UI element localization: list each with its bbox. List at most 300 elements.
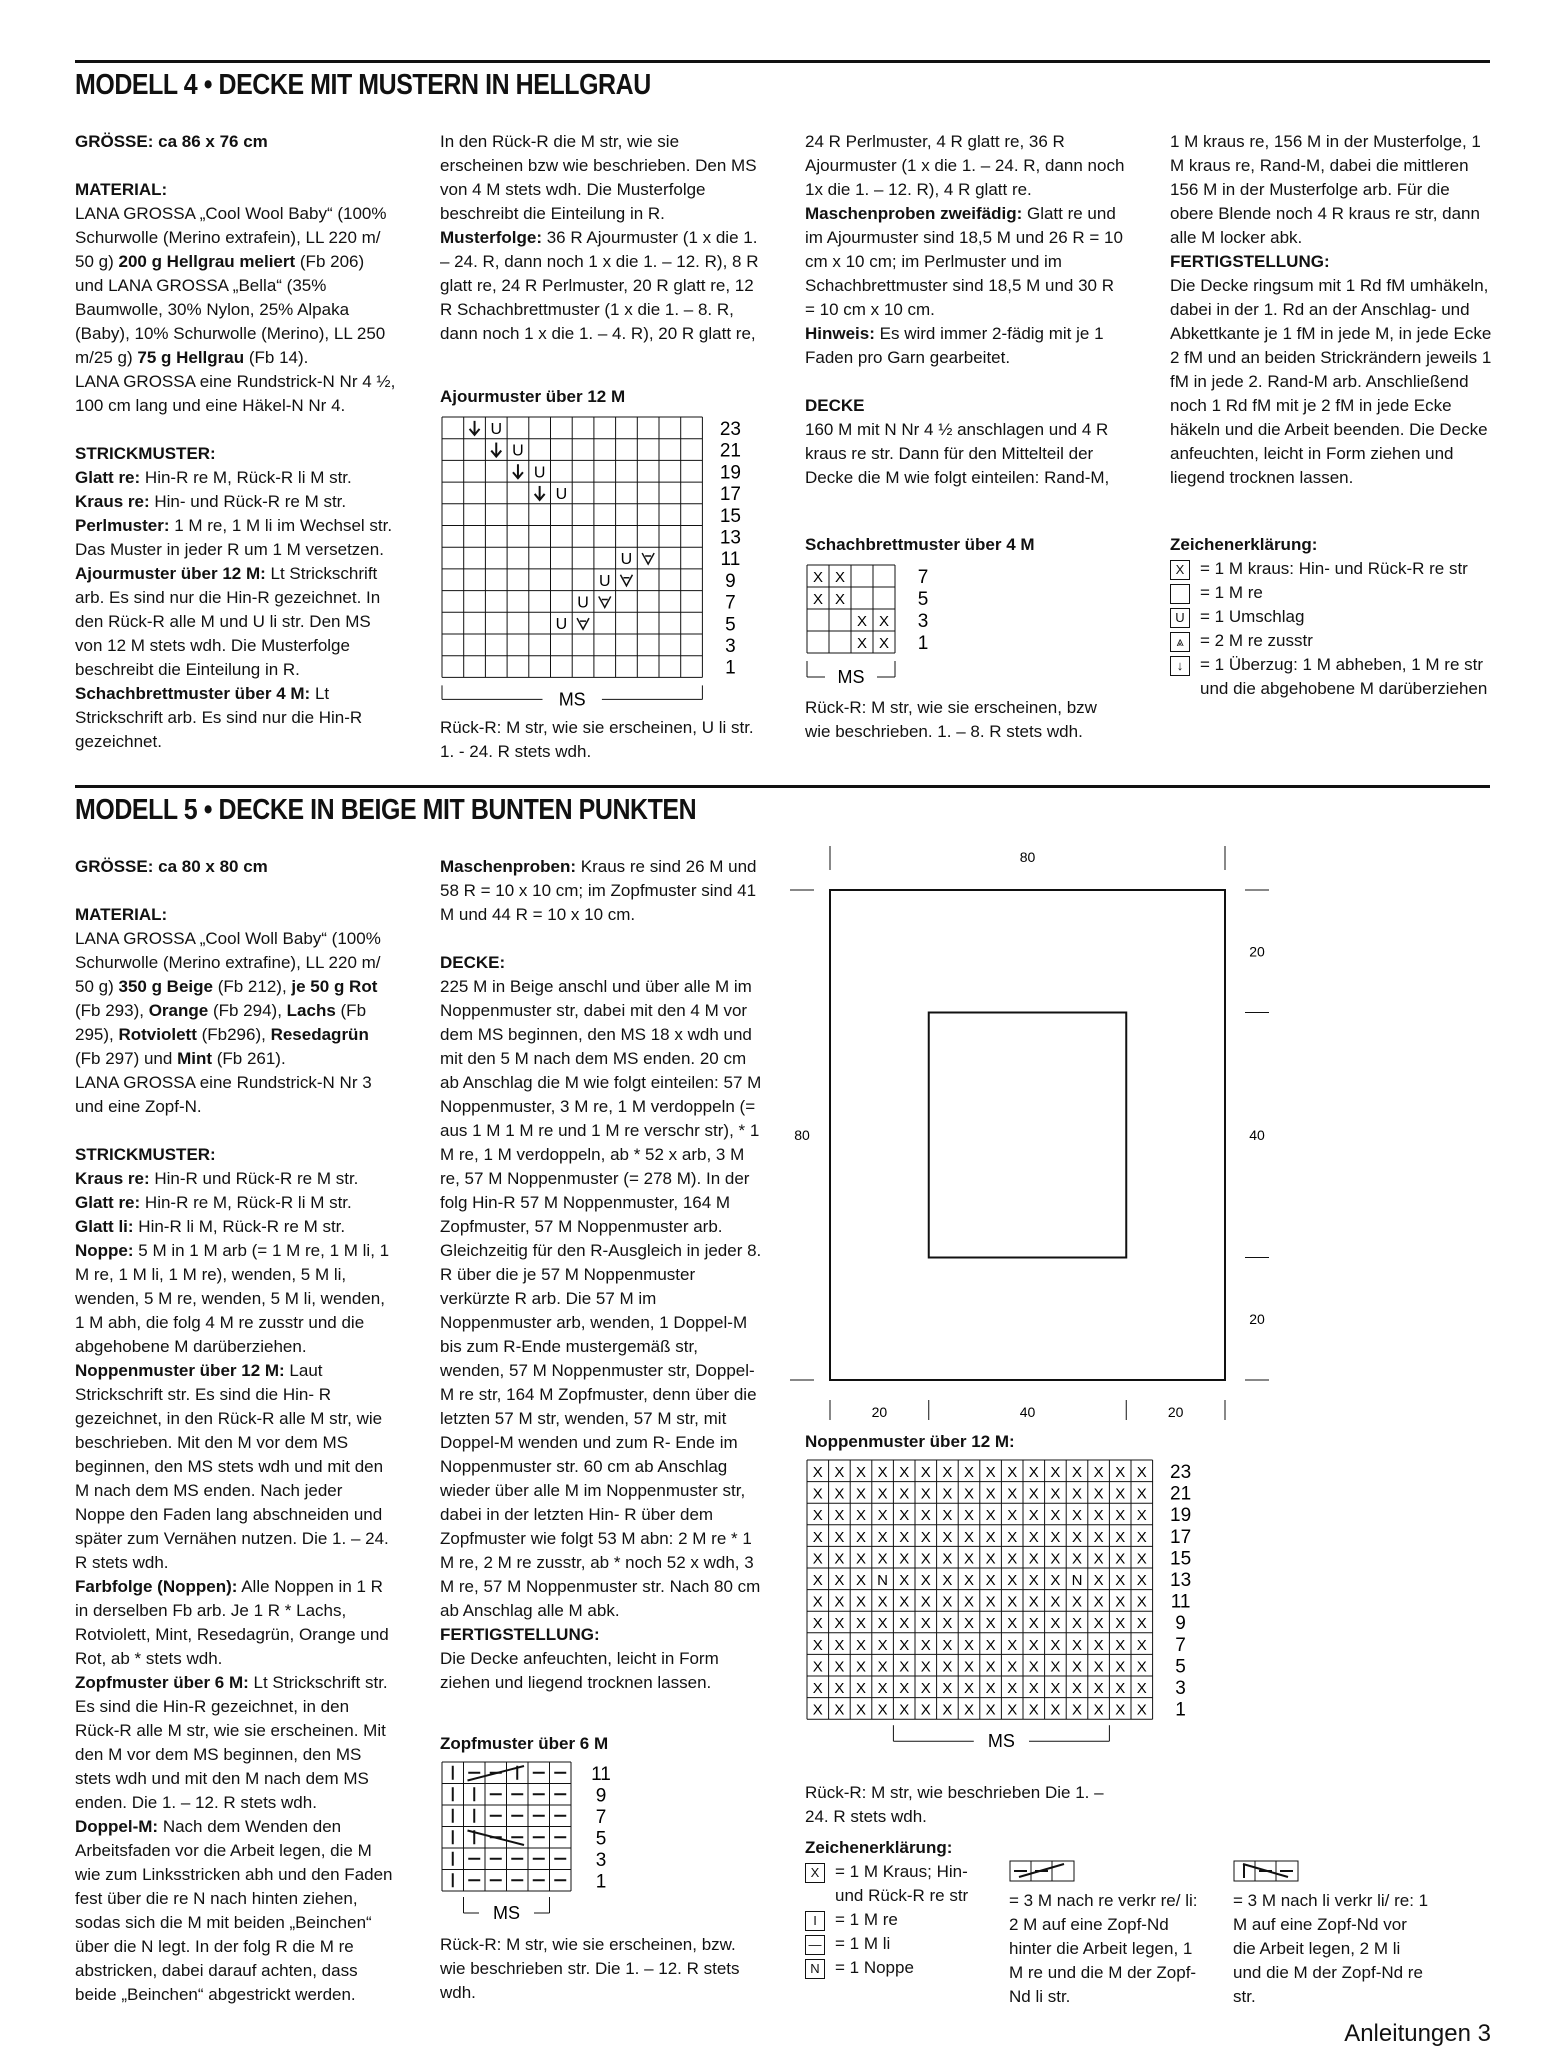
bobble-symbol: N: [1071, 1572, 1083, 1589]
garter-x: X: [812, 569, 824, 586]
garter-x: X: [963, 1658, 975, 1676]
garter-x: X: [1136, 1572, 1147, 1589]
garter-x: X: [877, 1658, 888, 1676]
garter-x: X: [1093, 1636, 1104, 1654]
bold-run: STRICKMUSTER:: [75, 1145, 216, 1164]
paragraph: [805, 322, 1127, 370]
garter-x: X: [1007, 1485, 1018, 1503]
paragraph: [440, 1623, 762, 1647]
garter-x: X: [1028, 1485, 1039, 1503]
garter-x: X: [1007, 1658, 1018, 1676]
garter-x: X: [1028, 1658, 1039, 1676]
garter-x: X: [812, 1636, 823, 1654]
garter-x: X: [877, 1528, 888, 1546]
garter-x: X: [942, 1615, 953, 1633]
paragraph: [805, 394, 1127, 418]
paragraph: [75, 562, 397, 682]
schach-chart: [805, 557, 1005, 689]
bobble-symbol: N: [877, 1572, 889, 1589]
garter-x: X: [1050, 1528, 1061, 1546]
paragraph: [75, 1815, 397, 2007]
dim-label-right: 20: [1249, 943, 1265, 960]
garter-x: X: [1050, 1658, 1061, 1676]
garter-x: X: [834, 1550, 845, 1568]
garter-x: X: [985, 1615, 996, 1633]
garter-x: X: [1136, 1593, 1147, 1611]
garter-x: X: [985, 1636, 996, 1654]
garter-x: X: [1071, 1550, 1083, 1568]
garter-x: X: [834, 1572, 845, 1589]
cable-right-legend: [1009, 1860, 1209, 2009]
text-run: (Fb 206) und LANA GROSSA „Bella“ (35% Baumwolle, 30% Nylon, 25% Alpaka (Baby), 10% Schurwolle (Merino), LL 250 m/25 g): [75, 252, 386, 367]
text-run: (Fb 295),: [75, 1001, 367, 1044]
garter-x: X: [834, 1485, 845, 1503]
paragraph: [75, 1359, 397, 1575]
row-number: 1: [917, 633, 929, 654]
paragraph: [75, 1239, 397, 1359]
text-run: LANA GROSSA eine Rundstrick-N Nr 4 ½, 100 cm lang und eine Häkel-N Nr 4.: [75, 372, 396, 415]
noppen-chart: [805, 1454, 1365, 1774]
garter-x: X: [856, 635, 868, 652]
yarn-over-symbol: U: [555, 616, 568, 634]
garter-x: X: [877, 1636, 888, 1654]
row-number: 5: [595, 1828, 607, 1850]
garter-x: X: [877, 1701, 888, 1719]
text-run: (Fb 261).: [212, 1049, 286, 1068]
bold-run: Farbfolge (Noppen):: [75, 1577, 238, 1596]
paragraph: [440, 855, 762, 927]
garter-x: X: [1007, 1507, 1018, 1525]
garter-x: X: [920, 1528, 931, 1546]
m4-col2: [440, 130, 762, 346]
garter-x: X: [1071, 1701, 1083, 1719]
garter-x: X: [1028, 1507, 1039, 1525]
spacer: [440, 927, 762, 951]
garter-x: X: [834, 1507, 845, 1525]
row-number: 1: [1175, 1699, 1186, 1721]
m4-legend: [1170, 533, 1492, 701]
garter-x: X: [834, 569, 846, 586]
ajour-note: Rück-R: M str, wie sie erscheinen, U li str. 1. - 24. R stets wdh.: [440, 718, 754, 761]
row-number: 23: [719, 419, 741, 440]
garter-x: X: [920, 1507, 931, 1525]
garter-x: X: [1115, 1680, 1126, 1697]
garter-x: X: [877, 1550, 888, 1568]
legend-symbol-icon: U: [1170, 608, 1190, 628]
garter-x: X: [1028, 1464, 1039, 1481]
bold-run: 75 g Hellgrau: [137, 348, 245, 367]
garter-x: X: [1071, 1658, 1083, 1676]
bold-run: Noppe:: [75, 1241, 134, 1260]
bold-run: FERTIGSTELLUNG:: [440, 1625, 600, 1644]
garter-x: X: [834, 1528, 845, 1546]
garter-x: X: [1093, 1615, 1104, 1633]
row-number: 21: [1170, 1483, 1192, 1505]
dim-label-bottom: 40: [1019, 1404, 1036, 1420]
bold-run: Mint: [177, 1049, 212, 1068]
row-number: 19: [1170, 1505, 1192, 1527]
bold-run: Kraus re:: [75, 492, 150, 511]
garter-x: X: [1007, 1680, 1018, 1697]
paragraph: [1170, 130, 1492, 250]
garter-x: X: [812, 1615, 823, 1633]
garter-x: X: [942, 1636, 953, 1654]
text-run: 160 M mit N Nr 4 ½ anschlagen und 4 R kraus re str. Dann für den Mittelteil der Decke die M wie folgt einteilen: Rand-M,: [805, 420, 1110, 487]
row-number: 17: [1170, 1526, 1192, 1548]
bold-run: Rotviolett: [118, 1025, 197, 1044]
garter-x: X: [1115, 1550, 1126, 1568]
garter-x: X: [942, 1464, 953, 1481]
dim-label-left: 80: [794, 1127, 810, 1143]
bold-run: Hinweis:: [805, 324, 875, 343]
paragraph: [75, 490, 397, 514]
garter-x: X: [812, 1528, 823, 1546]
garter-x: X: [985, 1572, 996, 1589]
garter-x: X: [985, 1550, 996, 1568]
garter-x: X: [1071, 1680, 1083, 1697]
garter-x: X: [985, 1701, 996, 1719]
row-number: 23: [1170, 1462, 1192, 1483]
garter-x: X: [920, 1658, 931, 1676]
garter-x: X: [1050, 1464, 1061, 1481]
m4-col1: [75, 130, 397, 754]
paragraph: [75, 1575, 397, 1671]
text-run: Lt Strickschrift arb. Es sind nur die Hin-R gezeichnet.: [75, 684, 363, 751]
bold-run: FERTIGSTELLUNG:: [1170, 252, 1330, 271]
garter-x: X: [1028, 1572, 1039, 1589]
garter-x: X: [963, 1528, 975, 1546]
garter-x: X: [834, 1615, 845, 1633]
garter-x: X: [1093, 1572, 1104, 1589]
row-number: 3: [917, 611, 929, 632]
garter-x: X: [1050, 1680, 1061, 1697]
bold-run: Doppel-M:: [75, 1817, 159, 1836]
bold-run: Glatt li:: [75, 1217, 134, 1236]
garter-x: X: [1007, 1615, 1018, 1633]
garter-x: X: [1115, 1572, 1126, 1589]
garter-x: X: [920, 1615, 931, 1633]
garter-x: X: [1136, 1485, 1147, 1503]
garter-x: X: [855, 1550, 867, 1568]
garter-x: X: [963, 1572, 975, 1589]
bold-run: DECKE:: [440, 953, 506, 972]
bold-run: Perlmuster:: [75, 516, 170, 535]
cable-right-text: = 3 M nach re verkr re/ li: 2 M auf eine Zopf-Nd hinter die Arbeit legen, 1 M re und die M der Zopf-Nd li str.: [1009, 1891, 1198, 2006]
text-run: Hin-R li M, Rück-R re M str.: [133, 1217, 346, 1236]
garter-x: X: [1050, 1507, 1061, 1525]
paragraph: [75, 855, 397, 879]
garter-x: X: [942, 1528, 953, 1546]
garter-x: X: [855, 1701, 867, 1719]
garter-x: X: [1136, 1701, 1147, 1719]
cable-right-symbol: [1009, 1860, 1075, 1882]
garter-x: X: [920, 1636, 931, 1654]
row-number: 7: [1175, 1634, 1186, 1656]
garter-x: X: [1028, 1550, 1039, 1568]
legend-text: = 2 M re zusstr: [1200, 631, 1313, 650]
schach-note: Rück-R: M str, wie sie erscheinen, bzw wie beschrieben. 1. – 8. R stets wdh.: [805, 698, 1097, 741]
garter-x: X: [1115, 1485, 1126, 1503]
bold-run: Musterfolge:: [440, 228, 542, 247]
garter-x: X: [834, 591, 846, 608]
m5-col1: [75, 855, 397, 2007]
bold-run: Glatt re:: [75, 468, 141, 487]
garter-x: X: [985, 1464, 996, 1481]
garter-x: X: [855, 1658, 867, 1676]
legend-symbol-icon: ⩓: [1170, 632, 1190, 652]
zopf-chart-block: [440, 1732, 762, 2005]
garter-x: X: [1093, 1528, 1104, 1546]
bold-run: Maschenproben zweifädig:: [805, 204, 1023, 223]
row-number: 11: [720, 549, 741, 571]
row-number: 5: [917, 589, 929, 610]
garter-x: X: [1050, 1701, 1061, 1719]
garter-x: X: [877, 1485, 888, 1503]
garter-x: X: [899, 1636, 910, 1654]
center-panel: [929, 1013, 1127, 1258]
garter-x: X: [1136, 1464, 1147, 1481]
garter-x: X: [1136, 1680, 1147, 1697]
legend-text: = 1 Umschlag: [1200, 607, 1305, 626]
garter-x: X: [1136, 1550, 1147, 1568]
garter-x: X: [1050, 1593, 1061, 1611]
garter-x: X: [963, 1701, 975, 1719]
zopf-chart: [440, 1756, 670, 1926]
garter-x: X: [1093, 1593, 1104, 1611]
garter-x: X: [834, 1636, 845, 1654]
blanket-diagram: [790, 840, 1350, 1420]
text-run: LANA GROSSA „Cool Wool Baby“ (100% Schurwolle (Merino extrafein), LL 220 m/ 50 g): [75, 204, 387, 271]
garter-x: X: [1093, 1701, 1104, 1719]
garter-x: X: [855, 1680, 867, 1697]
cable-left-legend: [1233, 1860, 1433, 2009]
garter-x: X: [985, 1507, 996, 1525]
garter-x: X: [812, 1464, 823, 1481]
garter-x: X: [855, 1615, 867, 1633]
garter-x: X: [1115, 1528, 1126, 1546]
legend-text: = 1 Überzug: 1 M abheben, 1 M re str und die abgehobene M darüberziehen: [1200, 655, 1488, 698]
bold-run: 200 g Hellgrau meliert: [118, 252, 296, 271]
paragraph: [440, 226, 762, 346]
text-run: LANA GROSSA „Cool Woll Baby“ (100% Schurwolle (Merino extrafine), LL 220 m/ 50 g): [75, 929, 381, 996]
bold-run: Resedagrün: [270, 1025, 369, 1044]
noppen-chart-block: [805, 1430, 1365, 1829]
text-run: Laut Strickschrift str. Es sind die Hin- R gezeichnet, in den Rück-R alle M str, wie beschrieben. Mit den M vor dem MS beginnen, den MS stets wdh und mit den M nach dem MS enden. Nach jeder Noppe den Faden lang abschneiden und später zum Vernähen nutzen. Die 1. – 24. R stets wdh.: [75, 1361, 389, 1572]
m5-col2: [440, 855, 762, 1695]
legend-text: = 1 M re: [1200, 583, 1263, 602]
bold-run: STRICKMUSTER:: [75, 444, 216, 463]
paragraph: [440, 951, 762, 975]
m4-legend-title: Zeichenerklärung:: [1170, 535, 1318, 554]
garter-x: X: [1136, 1528, 1147, 1546]
bold-run: GRÖSSE: ca 86 x 76 cm: [75, 132, 268, 151]
garter-x: X: [942, 1507, 953, 1525]
paragraph: [805, 202, 1127, 322]
garter-x: X: [963, 1507, 975, 1525]
text-run: Es wird immer 2-fädig mit je 1 Faden pro Garn gearbeitet.: [805, 324, 1104, 367]
yarn-over-symbol: U: [512, 442, 524, 460]
paragraph: [75, 1191, 397, 1215]
text-run: (Fb 212),: [212, 977, 292, 996]
garter-x: X: [1071, 1528, 1083, 1546]
garter-x: X: [855, 1507, 867, 1525]
garter-x: X: [942, 1701, 953, 1719]
garter-x: X: [920, 1550, 931, 1568]
garter-x: X: [812, 1572, 823, 1589]
paragraph: [75, 178, 397, 202]
text-run: 36 R Ajourmuster (1 x die 1. – 24. R, dann noch 1 x die 1. – 12. R), 8 R glatt re, 24 R Perlmuster, 20 R glatt re, 12 R Schachbrettmuster (1 x die 1. – 8. R, dann noch 1 x die 1. – 4. R), 20 R glatt re,: [440, 228, 759, 343]
garter-x: X: [834, 1701, 845, 1719]
schach-chart-block: [805, 533, 1127, 744]
garter-x: X: [899, 1550, 910, 1568]
paragraph: [75, 1671, 397, 1815]
yarn-over-symbol: U: [555, 485, 568, 503]
garter-x: X: [812, 1550, 823, 1568]
garter-x: X: [834, 1658, 845, 1676]
garter-x: X: [1050, 1636, 1061, 1654]
garter-x: X: [855, 1528, 867, 1546]
bold-run: DECKE: [805, 396, 865, 415]
legend-item: [805, 1956, 985, 1980]
text-run: Alle Noppen in 1 R in derselben Fb arb. Je 1 R * Lachs, Rotviolett, Mint, Resedagrün, Orange und Rot, ab * stets wdh.: [75, 1577, 389, 1668]
garter-x: X: [1071, 1464, 1083, 1481]
row-number: 11: [1170, 1591, 1191, 1613]
page-footer: Anleitungen 3: [1344, 2020, 1491, 2047]
garter-x: X: [1115, 1593, 1126, 1611]
garter-x: X: [855, 1593, 867, 1611]
yarn-over-symbol: U: [577, 594, 589, 612]
garter-x: X: [1093, 1550, 1104, 1568]
bold-run: je 50 g Rot: [291, 977, 378, 996]
bold-run: Kraus re:: [75, 1169, 150, 1188]
garter-x: X: [1028, 1615, 1039, 1633]
legend-symbol-icon: —: [805, 1935, 825, 1955]
paragraph: [75, 370, 397, 418]
garter-x: X: [899, 1572, 910, 1589]
garter-x: X: [1136, 1636, 1147, 1654]
garter-x: X: [1028, 1593, 1039, 1611]
row-number: 9: [725, 570, 736, 592]
legend-symbol-icon: X: [805, 1863, 825, 1883]
yarn-over-symbol: U: [490, 420, 503, 438]
bold-run: Schachbrettmuster über 4 M:: [75, 684, 311, 703]
bold-run: MATERIAL:: [75, 180, 168, 199]
garter-x: X: [1050, 1572, 1061, 1589]
row-number: 7: [917, 567, 929, 588]
garter-x: X: [1115, 1464, 1126, 1481]
garter-x: X: [899, 1507, 910, 1525]
text-run: (Fb 297) und: [75, 1049, 178, 1068]
row-number: 13: [719, 527, 741, 549]
garter-x: X: [1136, 1507, 1147, 1525]
text-run: (Fb 294),: [208, 1001, 287, 1020]
paragraph: [75, 682, 397, 754]
paragraph: [75, 927, 397, 1071]
bold-run: Lachs: [286, 1001, 336, 1020]
zopf-title: Zopfmuster über 6 M: [440, 1734, 609, 1753]
garter-x: X: [920, 1701, 931, 1719]
garter-x: X: [855, 1572, 867, 1589]
blanket-outline: [830, 890, 1225, 1380]
text-run: Die Decke anfeuchten, leicht in Form ziehen und liegend trocknen lassen.: [440, 1649, 719, 1692]
garter-x: X: [1028, 1680, 1039, 1697]
text-run: (Fb 14).: [244, 348, 309, 367]
legend-item: [1170, 653, 1492, 701]
text-run: Hin-R re M, Rück-R li M str.: [140, 1193, 352, 1212]
garter-x: X: [877, 1464, 888, 1481]
zopf-note: Rück-R: M str, wie sie erscheinen, bzw. wie beschrieben str. Die 1. – 12. R stets wdh.: [440, 1935, 740, 2002]
garter-x: X: [1115, 1701, 1126, 1719]
garter-x: X: [1007, 1464, 1018, 1481]
spacer: [75, 1119, 397, 1143]
bold-run: GRÖSSE: ca 80 x 80 cm: [75, 857, 268, 876]
row-number: 3: [595, 1850, 607, 1871]
bold-run: Noppenmuster über 12 M:: [75, 1361, 285, 1380]
garter-x: X: [878, 613, 890, 630]
text-run: 225 M in Beige anschl und über alle M im Noppenmuster str, dabei mit den 4 M vor dem MS beginnen, den MS 18 x wdh und mit den 5 M nach dem MS enden. 20 cm ab Anschlag die M wie folgt einteilen: 57 M Noppenmuster, 3 M re, 1 M verdoppeln (= aus 1 M 1 M re und 1 M re verschr str), * 1 M re, 1 M verdoppeln, ab * 52 x arb, 3 M re, 57 M Noppenmuster (= 278 M). In der folg Hin-R 57 M Noppenmuster, 164 M Zopfmuster, 57 M Noppenmuster arb. Gleichzeitig für den R-Ausgleich in jeder 8. R über die je 57 M Noppenmuster verkürzte R arb. Die 57 M im Noppenmuster arb, wenden, 1 Doppel-M bis zum R-Ende mustergemäß str, wenden, 57 M Noppenmuster str, Doppel-M re str, 164 M Zopfmuster, denn über die letzten 57 M str, wenden, 57 M str, mit Doppel-M wenden und zum R- Ende im Noppenmuster str. 60 cm ab Anschlag wieder über alle M im Noppenmuster str, dabei in der letzten Hin- R über dem Zopfmuster wie folgt 53 M abn: 2 M re * 1 M re, 2 M re zusstr, ab * noch 52 x wdh, 3 M re, 57 M Noppenmuster str. Nach 80 cm ab Anschlag alle M abk.: [440, 977, 762, 1620]
garter-x: X: [985, 1658, 996, 1676]
modell4-header: [75, 60, 1490, 102]
cable-left-text: = 3 M nach li verkr li/ re: 1 M auf eine Zopf-Nd vor die Arbeit legen, 2 M li und die M der Zopf-Nd re str.: [1233, 1891, 1429, 2006]
bold-run: Maschenproben:: [440, 857, 577, 876]
garter-x: X: [1007, 1701, 1018, 1719]
modell5-header: [75, 785, 1490, 827]
paragraph: [75, 1215, 397, 1239]
garter-x: X: [1093, 1680, 1104, 1697]
k2tog-symbol: [642, 553, 654, 564]
garter-x: X: [1028, 1528, 1039, 1546]
legend-text: = 1 M li: [835, 1934, 891, 1953]
row-number: 9: [595, 1785, 607, 1807]
garter-x: X: [920, 1572, 931, 1589]
text-run: LANA GROSSA eine Rundstrick-N Nr 3 und eine Zopf-N.: [75, 1073, 372, 1116]
garter-x: X: [899, 1701, 910, 1719]
bold-run: Glatt re:: [75, 1193, 141, 1212]
text-run: Hin-R und Rück-R re M str.: [149, 1169, 359, 1188]
legend-item: [805, 1932, 985, 1956]
garter-x: X: [856, 613, 868, 630]
garter-x: X: [1115, 1615, 1126, 1633]
yarn-over-symbol: U: [533, 464, 546, 482]
garter-x: X: [812, 1658, 823, 1676]
garter-x: X: [1136, 1615, 1147, 1633]
garter-x: X: [920, 1485, 931, 1503]
garter-x: X: [834, 1593, 845, 1611]
row-number: 21: [719, 440, 741, 462]
legend-item: [805, 1860, 985, 1908]
yarn-over-symbol: U: [620, 551, 633, 569]
text-run: 5 M in 1 M arb (= 1 M re, 1 M li, 1 M re, 1 M li, 1 M re), wenden, 5 M li, wenden, 5 M re, wenden, 5 M li, wenden, 1 M abh, die folg 4 M re zusstr und die abgehobene M darüberziehen.: [75, 1241, 390, 1356]
text-run: Nach dem Wenden den Arbeitsfaden vor die Arbeit legen, die M wie zum Linksstricken abh und den Faden fest über die re N nach hinten ziehen, sodas sich die M mit beiden „Beinchen“ über die N legt. In der folg R die M re abstricken, dabei darauf achten, dass beide „Beinchen“ abgestrickt werden.: [75, 1817, 393, 2004]
legend-symbol-icon: ↓: [1170, 656, 1190, 676]
text-run: Kraus re sind 26 M und 58 R = 10 x 10 cm; im Zopfmuster sind 41 M und 44 R = 10 x 10 cm.: [440, 857, 757, 924]
paragraph: [440, 975, 762, 1623]
text-run: 1 M re, 1 M li im Wechsel str. Das Muster in jeder R um 1 M versetzen.: [75, 516, 393, 559]
garter-x: X: [1028, 1636, 1039, 1654]
garter-x: X: [1050, 1550, 1061, 1568]
paragraph: [75, 466, 397, 490]
garter-x: X: [942, 1550, 953, 1568]
legend-text: = 1 M Kraus; Hin- und Rück-R re str: [835, 1862, 969, 1905]
garter-x: X: [878, 635, 890, 652]
legend-text: = 1 M kraus: Hin- und Rück-R re str: [1200, 559, 1468, 578]
row-number: 9: [1175, 1613, 1186, 1635]
garter-x: X: [1028, 1701, 1039, 1719]
paragraph: [75, 1143, 397, 1167]
garter-x: X: [899, 1658, 910, 1676]
garter-x: X: [1050, 1615, 1061, 1633]
garter-x: X: [963, 1485, 975, 1503]
